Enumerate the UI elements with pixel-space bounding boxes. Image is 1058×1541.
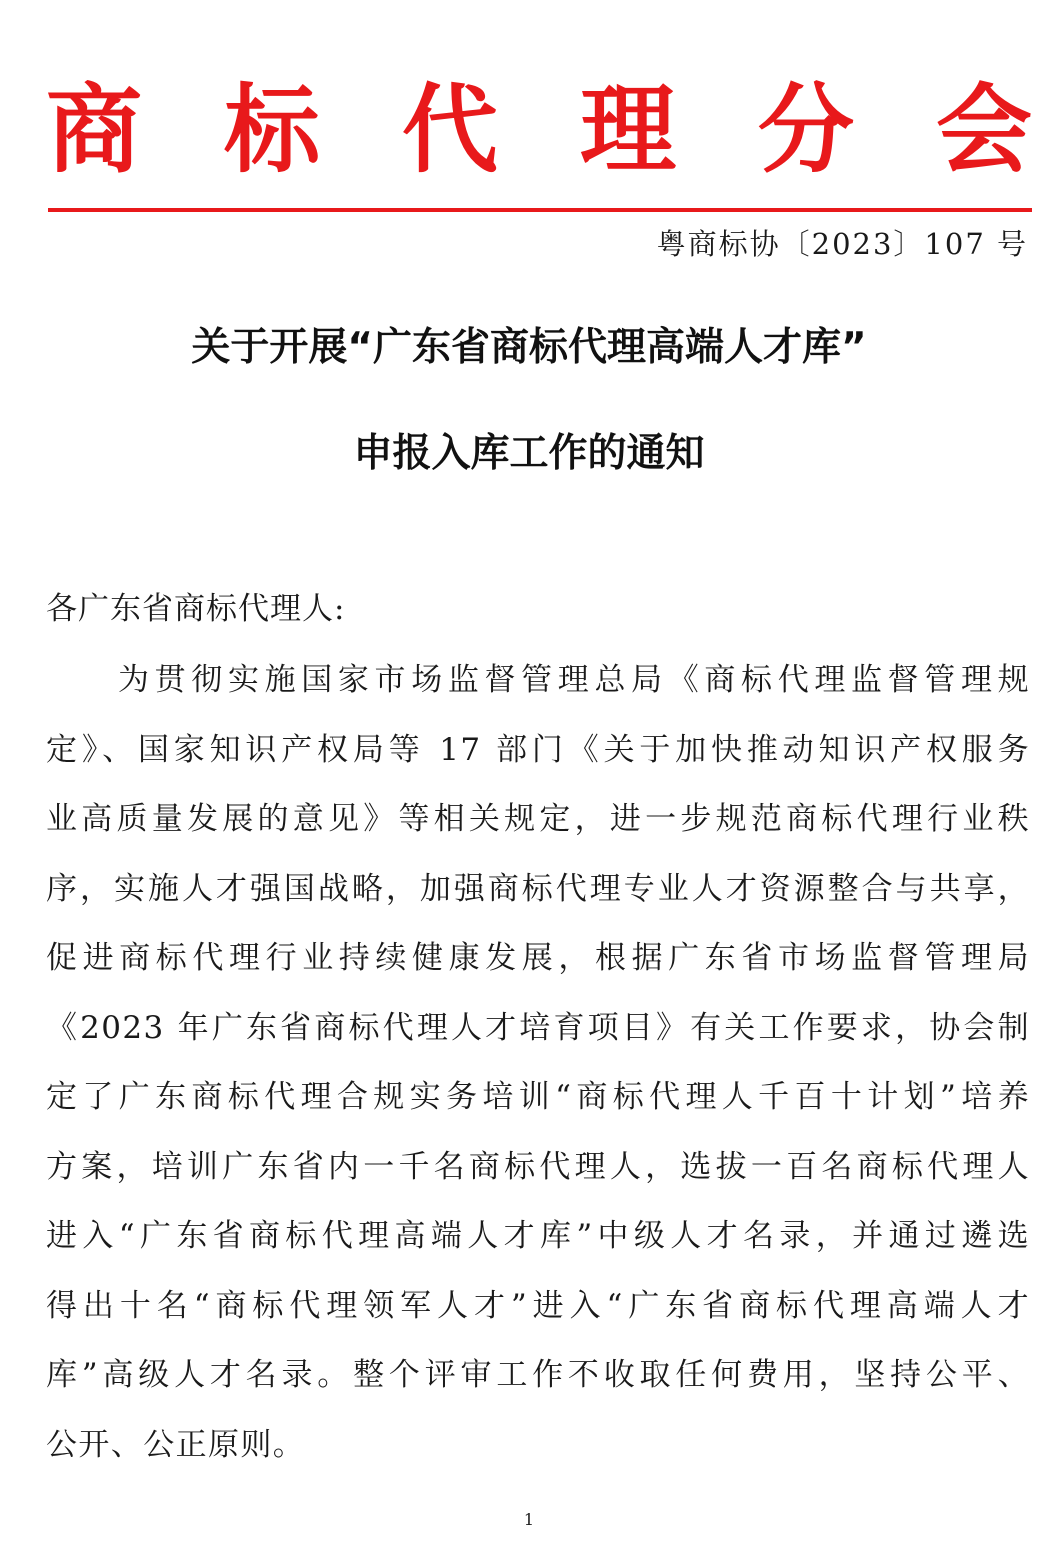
masthead xyxy=(46,70,1032,190)
header-red-rule xyxy=(48,208,1032,212)
masthead-char: 会 xyxy=(936,73,1032,186)
paragraph-line: 为贯彻实施国家市场监督管理总局《商标代理监督管理规 xyxy=(118,662,1030,698)
masthead-char: 标 xyxy=(224,73,320,186)
paragraph-line: 定》、国家知识产权局等 17 部门《关于加快推动知识产权服务 xyxy=(46,731,1030,768)
page-number: 1 xyxy=(523,1510,535,1529)
paragraph-line: 得出十名“商标代理领军人才”进入“广东省商标代理高端人才 xyxy=(46,1287,1030,1324)
masthead-char: 分 xyxy=(758,73,854,186)
paragraph-line: 公开、公正原则。 xyxy=(46,1426,306,1463)
paragraph-line: 进入“广东省商标代理高端人才库”中级人才名录，并通过遴选 xyxy=(46,1218,1030,1254)
paragraph-line: 《2023 年广东省商标代理人才培育项目》有关工作要求，协会制 xyxy=(46,1009,1030,1046)
salutation: 各广东省商标代理人: xyxy=(46,591,346,627)
masthead-char: 代 xyxy=(402,73,498,186)
masthead-char: 商 xyxy=(46,73,142,186)
document-title-line-2: 申报入库工作的通知 xyxy=(353,431,705,476)
paragraph-line: 方案，培训广东省内一千名商标代理人，选拔一百名商标代理人 xyxy=(46,1148,1030,1185)
masthead-char: 理 xyxy=(580,73,676,186)
document-number: 粤商标协〔2023〕107 号 xyxy=(656,227,1028,261)
paragraph-line: 业高质量发展的意见》等相关规定，进一步规范商标代理行业秩 xyxy=(46,801,1030,837)
paragraph-line: 库”高级人才名录。整个评审工作不收取任何费用，坚持公平、 xyxy=(46,1357,1030,1393)
paragraph-line: 序，实施人才强国战略，加强商标代理专业人才资源整合与共享， xyxy=(46,870,1030,907)
body-paragraph xyxy=(46,646,1030,1480)
paragraph-line: 促进商标代理行业持续健康发展，根据广东省市场监督管理局 xyxy=(46,940,1030,976)
document-title-line-1: 关于开展“广东省商标代理高端人才库” xyxy=(191,325,867,370)
paragraph-line: 定了广东商标代理合规实务培训“商标代理人千百十计划”培养 xyxy=(46,1079,1030,1115)
